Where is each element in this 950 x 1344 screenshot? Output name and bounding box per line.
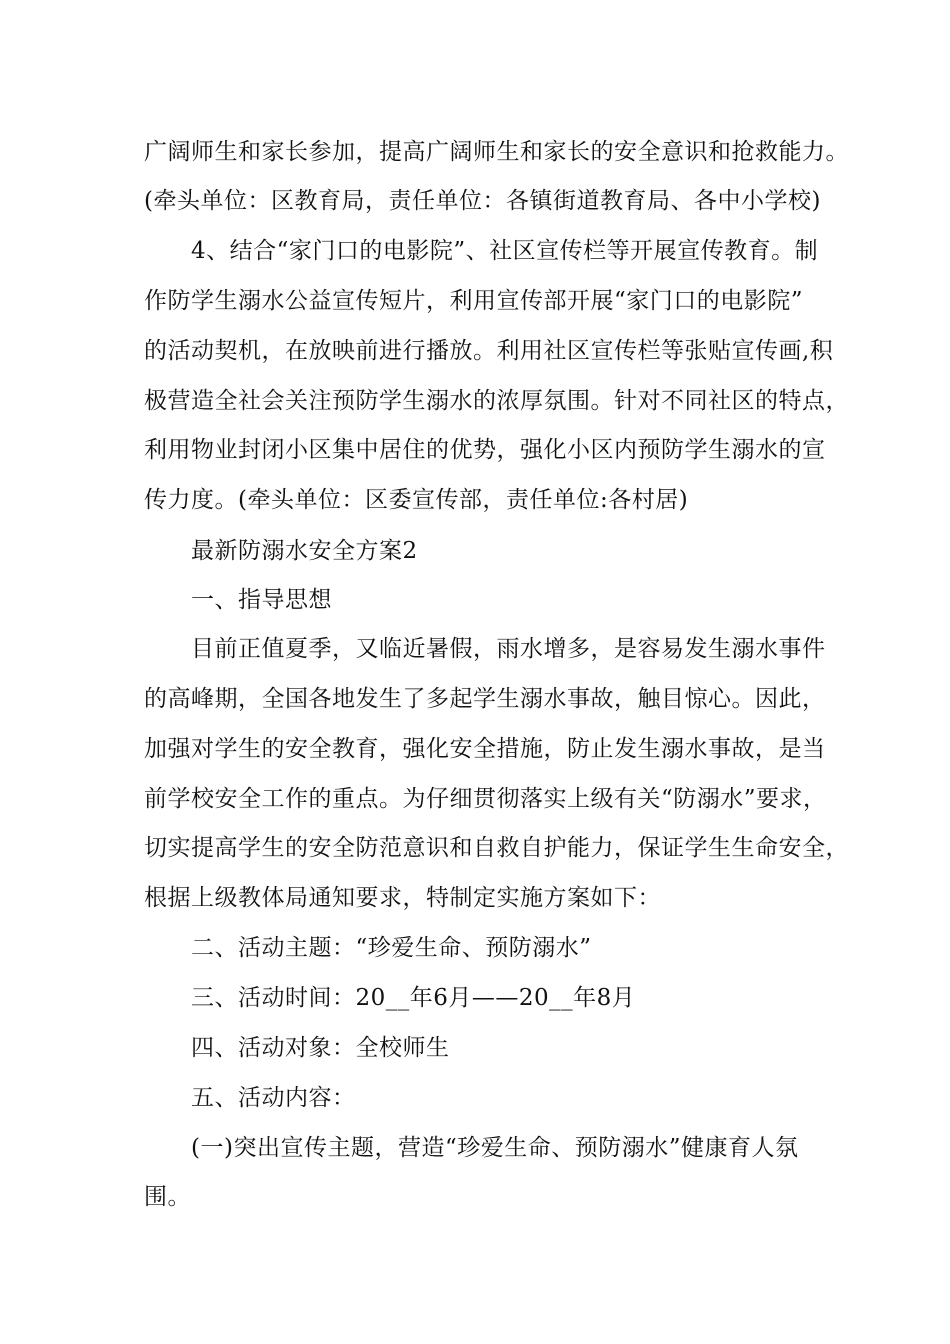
section-title: 最新防溺水安全方案2 <box>191 538 418 564</box>
section-heading: 四、活动对象：全校师生 <box>191 1035 450 1061</box>
paragraph-line: 围。 <box>144 1184 191 1210</box>
section-heading: 二、活动主题：“珍爱生命、预防溺水” <box>191 935 592 961</box>
paragraph-line: 的高峰期，全国各地发生了多起学生溺水事故，触目惊心。因此， <box>144 686 826 712</box>
section-heading: 三、活动时间：20__年6月——20__年8月 <box>191 985 636 1011</box>
paragraph-line: 利用物业封闭小区集中居住的优势，强化小区内预防学生溺水的宣 <box>144 437 826 463</box>
paragraph-line: 传力度。(牵头单位：区委宣传部，责任单位:各村居) <box>144 487 689 513</box>
paragraph-line: 加强对学生的安全教育，强化安全措施，防止发生溺水事故，是当 <box>144 736 826 762</box>
paragraph-line: 广阔师生和家长参加，提高广阔师生和家长的安全意识和抢救能力。 <box>144 139 849 165</box>
paragraph-line: 极营造全社会关注预防学生溺水的浓厚氛围。针对不同社区的特点， <box>144 388 849 414</box>
paragraph-line: (牵头单位：区教育局，责任单位：各镇街道教育局、各中小学校) <box>144 188 821 214</box>
paragraph-line: 切实提高学生的安全防范意识和自救自护能力，保证学生生命安全， <box>144 835 849 861</box>
section-heading: 五、活动内容： <box>191 1085 356 1111</box>
paragraph-line: 作防学生溺水公益宣传短片，利用宣传部开展“家门口的电影院” <box>144 288 804 314</box>
paragraph-line: 4、结合“家门口的电影院”、社区宣传栏等开展宣传教育。制 <box>191 238 819 264</box>
paragraph-line: (一)突出宣传主题，营造“珍爱生命、预防溺水”健康育人氛 <box>191 1135 799 1161</box>
paragraph-line: 前学校安全工作的重点。为仔细贯彻落实上级有关“防溺水”要求， <box>144 786 827 812</box>
paragraph-line: 根据上级教体局通知要求，特制定实施方案如下： <box>144 885 661 911</box>
paragraph-line: 目前正值夏季，又临近暑假，雨水增多，是容易发生溺水事件 <box>191 636 826 662</box>
section-heading: 一、指导思想 <box>191 587 332 613</box>
paragraph-line: 的活动契机，在放映前进行播放。利用社区宣传栏等张贴宣传画,积 <box>144 338 834 364</box>
